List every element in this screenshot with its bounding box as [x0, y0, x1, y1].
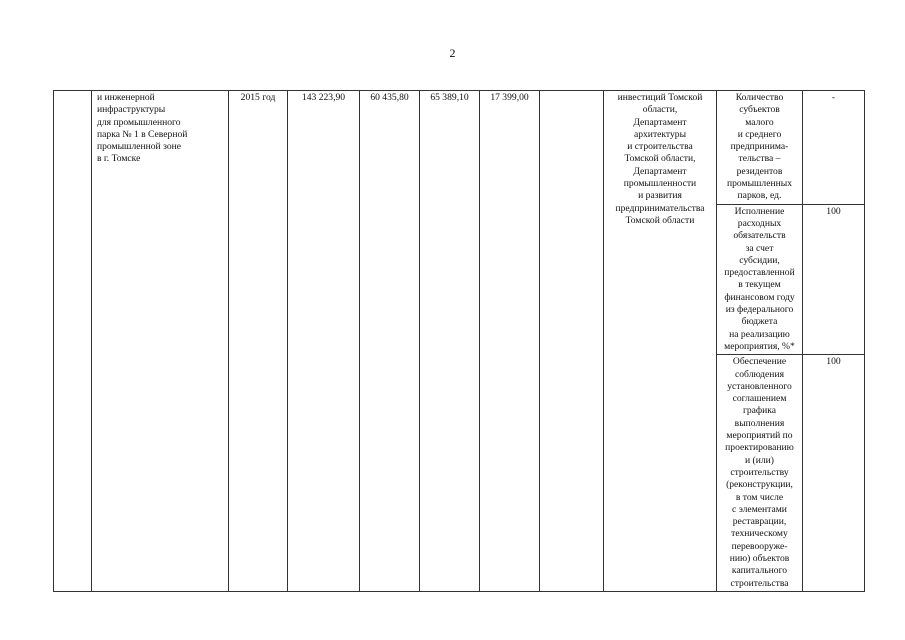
row-number-cell — [54, 91, 92, 592]
table-row — [54, 91, 865, 205]
local-funding-cell: 17 399,00 — [480, 91, 540, 592]
total-funding-cell: 143 223,90 — [288, 91, 360, 592]
indicator-name-cell: Обеспечение соблюдения установленного соглашением графика выполнения мероприятий по проектированию и (или) строительству (реконструкции, в том числе с элементами реставрации, техническому перевооруже- нию) объектов капитального строительства — [717, 355, 803, 592]
indicator-name-cell: Исполнение расходных обязательств за счет субсидии, предоставленной в текущем финансовом году из федерального бюджета на реализацию мероприятия, %* — [717, 204, 803, 355]
executor-cell: инвестиций Томской области, Департамент архитектуры и строительства Томской области, Департамент промышленности и развития предпринимательства Томской области — [604, 91, 717, 592]
regional-funding-cell: 65 389,10 — [420, 91, 480, 592]
measure-name-cell: и инженерной инфраструктуры для промышленного парка № 1 в Северной промышленной зоне в г. Томске — [92, 91, 229, 592]
indicator-value-cell: - — [803, 91, 865, 205]
page-number: 2 — [449, 46, 456, 60]
extra-funding-cell — [540, 91, 604, 592]
program-table — [53, 90, 865, 592]
indicator-value-cell: 100 — [803, 204, 865, 355]
indicator-name-cell: Количество субъектов малого и среднего предпринима- тельства – резидентов промышленных парков, ед. — [717, 91, 803, 205]
year-cell: 2015 год — [229, 91, 288, 592]
federal-funding-cell: 60 435,80 — [360, 91, 420, 592]
indicator-value-cell: 100 — [803, 355, 865, 592]
